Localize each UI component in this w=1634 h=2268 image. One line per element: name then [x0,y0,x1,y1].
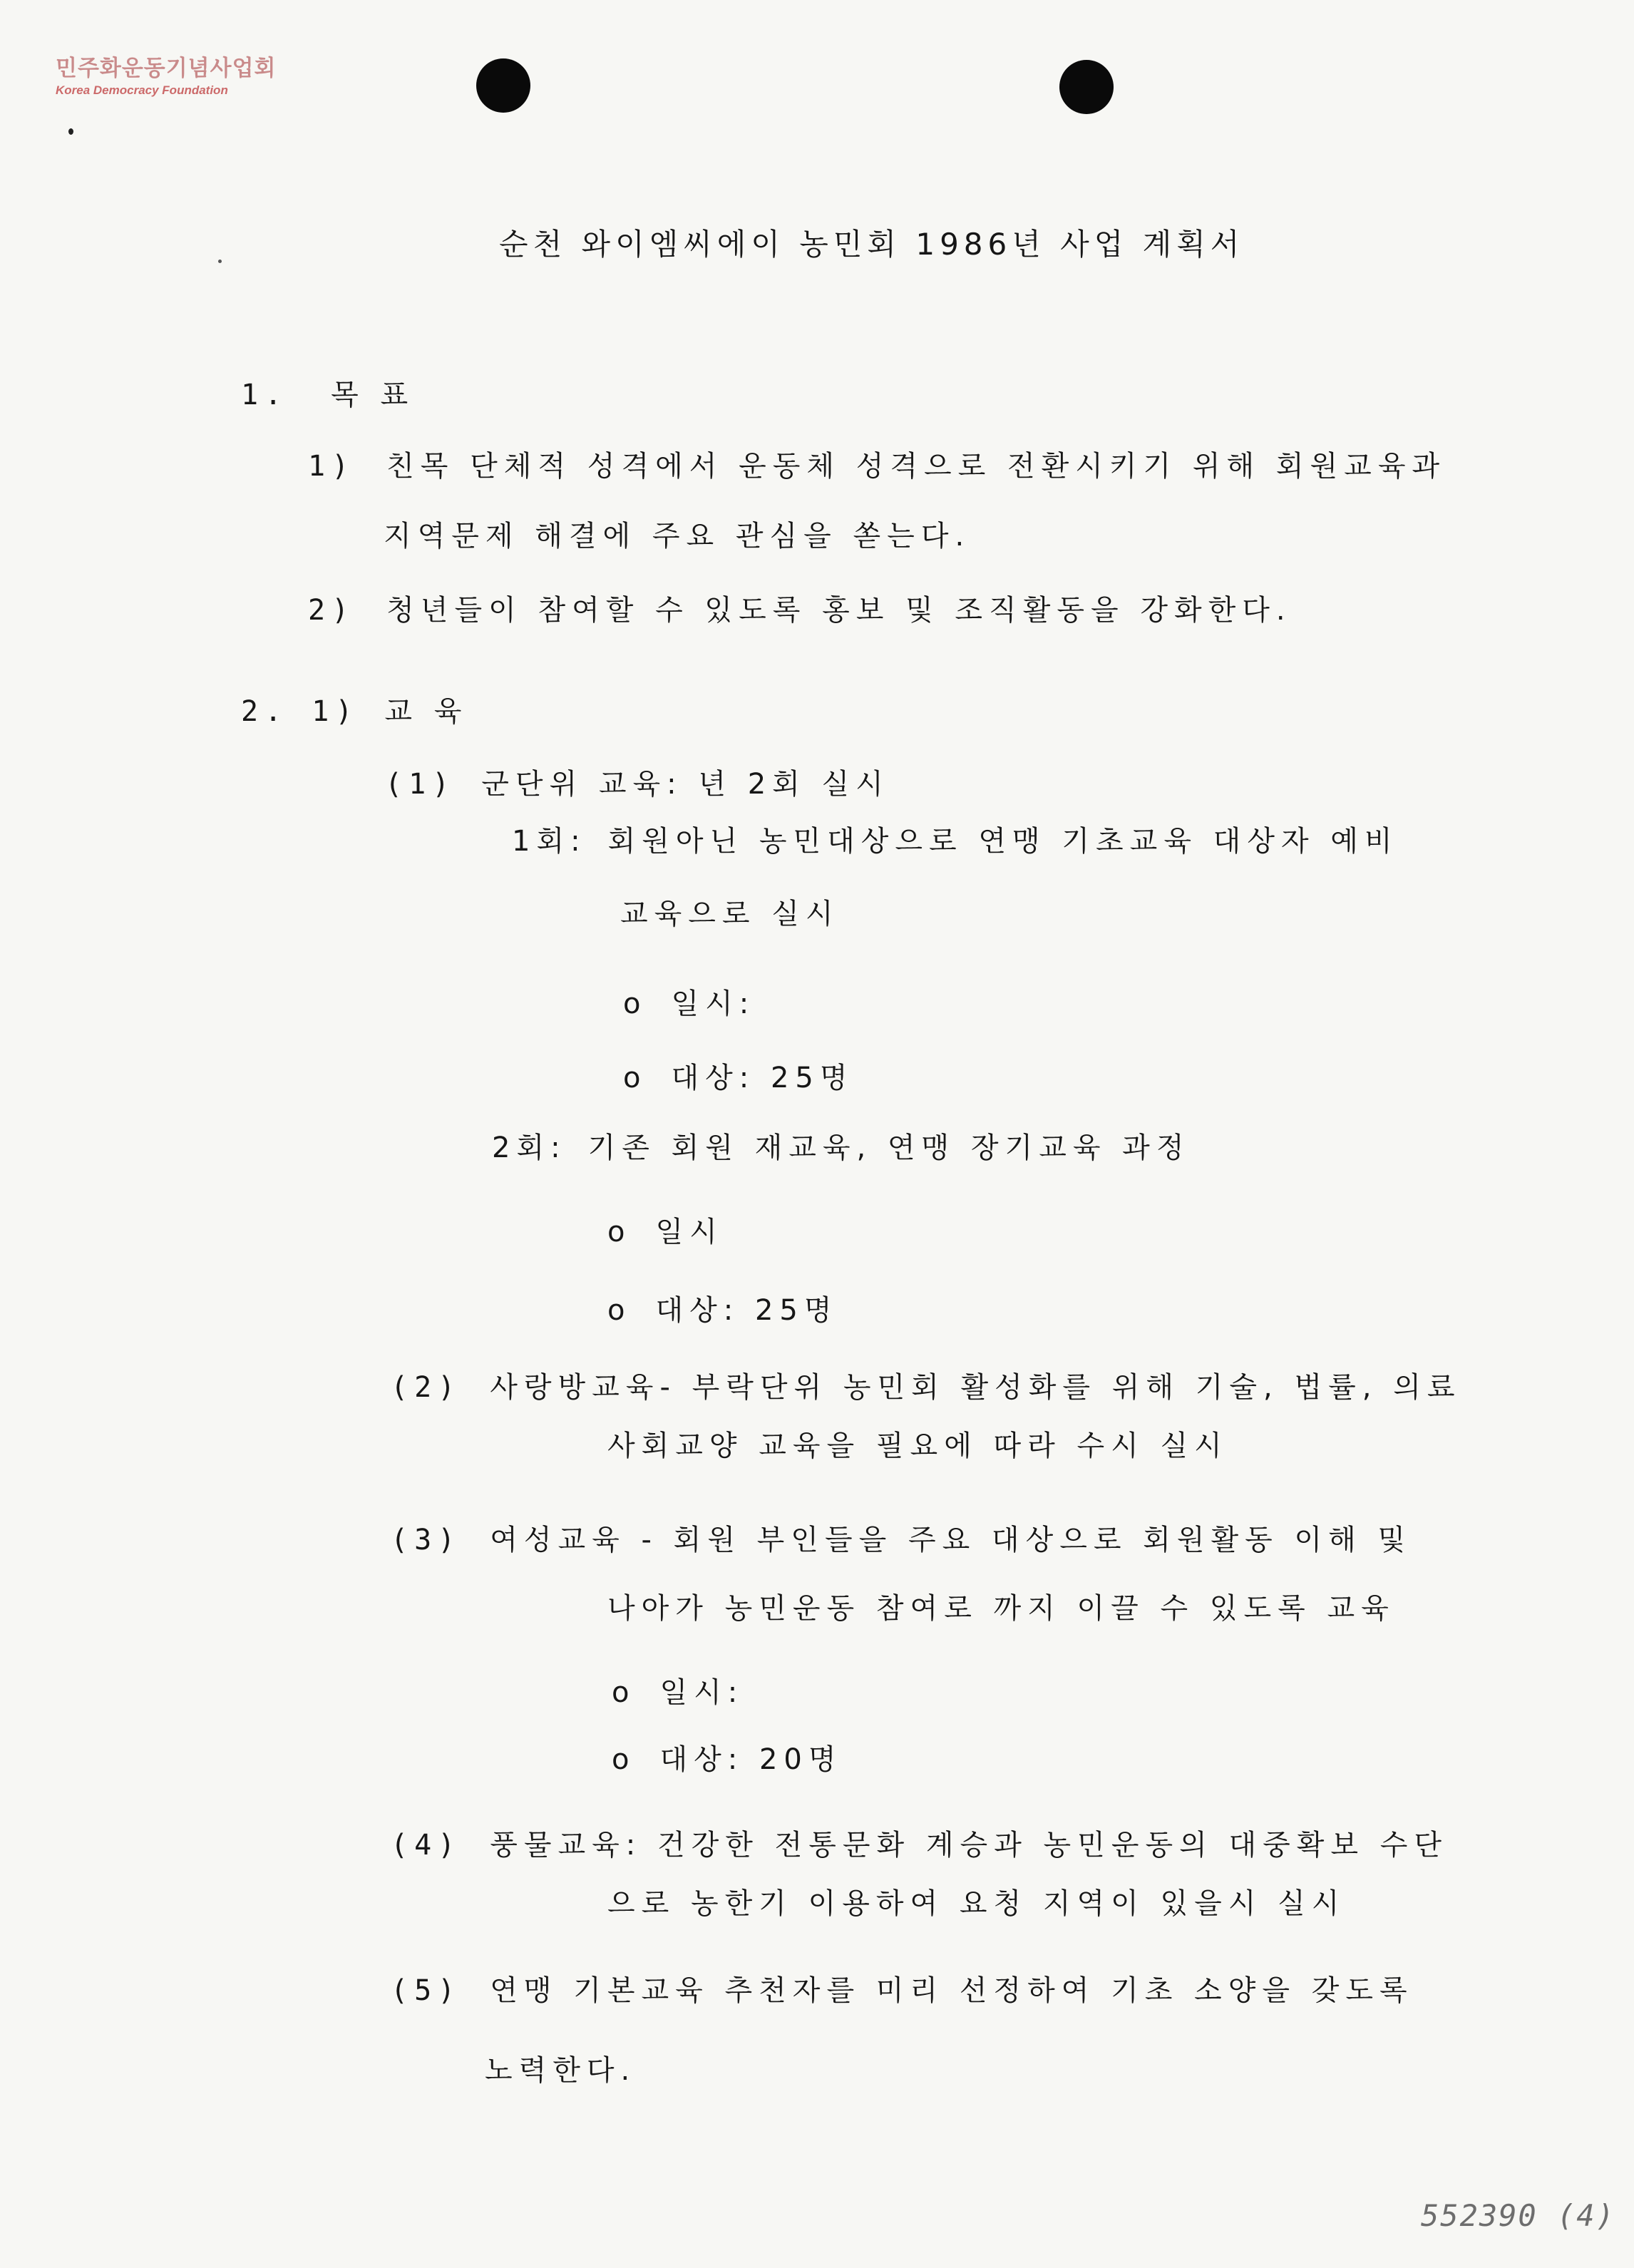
item-text: 군단위 교육: 년 2회 실시 [481,768,890,801]
goal-item-1-cont: 지역문제 해결에 주요 관심을 쏟는다. [384,520,971,553]
item-text: 여성교육 - 회원 부인들을 주요 대상으로 회원활동 이해 및 [490,1524,1412,1556]
item-number: (5) [391,1974,462,2007]
bullet-text: 대상: 20명 [659,1743,843,1776]
session-2 [492,1125,1190,1166]
ink-speck [218,260,222,263]
section-number: 2. 1) [241,695,359,728]
session-number: 2회: [492,1132,567,1164]
ink-speck [68,128,73,135]
bullet: o [607,1294,632,1327]
session-2-target [607,1288,838,1328]
item-text: 사랑방교육- 부락단위 농민회 활성화를 위해 기술, 법률, 의료 [490,1371,1461,1404]
session-text: 회원아닌 농민대상으로 연맹 기초교육 대상자 예비 [607,825,1399,858]
session-1-date [623,981,755,1022]
item-number: (1) [385,768,456,801]
session-1 [512,819,1399,859]
bullet: o [612,1743,636,1776]
session-text: 기존 회원 재교육, 연맹 장기교육 과정 [587,1132,1191,1164]
session-1-cont: 교육으로 실시 [620,898,840,930]
education-item-2 [391,1365,1461,1405]
bullet-text: 대상: 25명 [671,1062,854,1094]
item-number: (3) [391,1524,462,1556]
document-title: 순천 와이엠씨에이 농민회 1986년 사업 계획서 [499,227,1245,262]
education-item-2-cont: 사회교양 교육을 필요에 따라 수시 실시 [607,1430,1228,1462]
item-number: 1) [308,450,356,483]
section-heading-education [241,689,468,729]
bullet-text: 일시: [659,1676,744,1709]
education-item-1 [385,761,890,802]
section-title: 목 표 [331,379,415,411]
section-title: 교 육 [384,695,468,728]
seal-name-english: Korea Democracy Foundation [56,83,228,97]
education-item-5-cont: 노력한다. [485,2054,637,2087]
bullet: o [612,1676,636,1709]
item-number: 2) [308,594,356,627]
goal-item-1 [308,443,1446,484]
education-item-4 [391,1822,1448,1863]
archive-seal [56,50,276,98]
education-item-4-cont: 으로 농한기 이용하여 요청 지역이 있을시 실시 [607,1887,1346,1920]
education-item-3-cont: 나아가 농민운동 참여로 까지 이끌 수 있도록 교육 [607,1592,1395,1625]
education-item-3-target [612,1737,843,1777]
item-text: 친목 단체적 성격에서 운동체 성격으로 전환시키기 위해 회원교육과 [386,450,1447,483]
seal-name-korean: 민주화운동기념사업회 [56,56,277,81]
item-text: 청년들이 참여할 수 있도록 홍보 및 조직활동을 강화한다. [386,594,1292,627]
bullet: o [623,1062,647,1094]
bullet-text: 일시: [671,987,756,1020]
document-number: 552390 (4) [1421,2198,1615,2233]
bullet-text: 대상: 25명 [655,1294,838,1327]
item-text: 풍물교육: 건강한 전통문화 계승과 농민운동의 대중확보 수단 [490,1829,1449,1862]
session-2-date [607,1209,724,1250]
education-item-3-date [612,1670,744,1710]
item-number: (2) [391,1371,462,1404]
item-text: 연맹 기본교육 추천자를 미리 선정하여 기초 소양을 갖도록 [490,1974,1414,2007]
section-number: 1. [241,379,289,411]
punch-hole-right [1059,60,1114,114]
session-number: 1회: [512,825,587,858]
bullet: o [607,1216,632,1248]
goal-item-2 [308,587,1292,628]
bullet: o [623,987,647,1020]
education-item-5 [391,1968,1414,2008]
punch-hole-left [476,58,530,113]
education-item-3 [391,1517,1412,1558]
section-heading-goal [241,372,414,413]
session-1-target [623,1055,854,1096]
item-number: (4) [391,1829,462,1862]
bullet-text: 일시 [655,1216,724,1248]
